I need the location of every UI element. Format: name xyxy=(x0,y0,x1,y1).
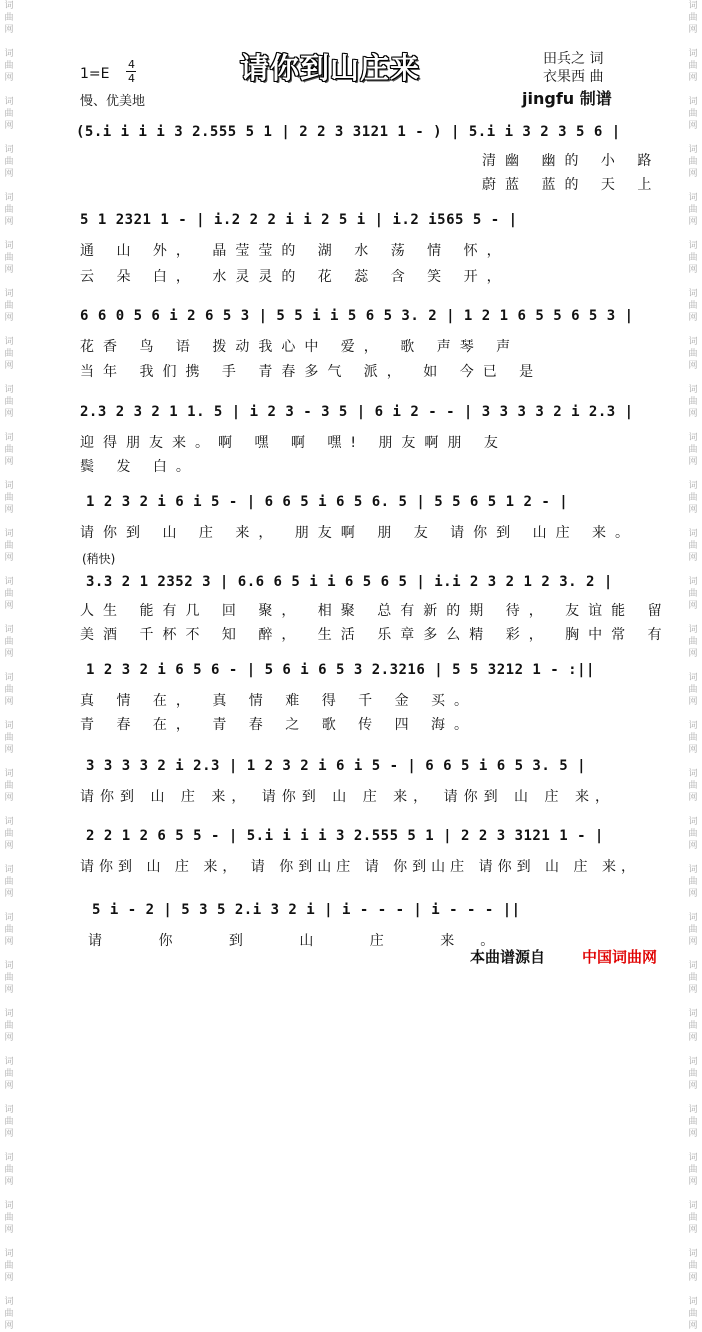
footer-source-label: 本曲谱源自 xyxy=(470,948,546,966)
lyricist-credit: 田兵之 词 xyxy=(543,51,604,67)
notation-line-6: 3.3 2 1 2352 3 | 6.6 6 5 i i 6 5 6 5 | i.i 2 3 2 1 2 3. 2 | xyxy=(86,574,613,590)
lyric-line-2b: 云 朵 白， 水灵灵的 花 蕊 含 笑 开， xyxy=(80,269,510,285)
time-signature-bottom: 4 xyxy=(128,72,135,85)
key-signature: 1=E xyxy=(80,66,110,82)
tempo-marking: 慢、优美地 xyxy=(80,94,146,109)
lyric-line-3b: 当年 我们携 手 青春多气 派， 如 今已 是 xyxy=(80,364,543,380)
lyric-line-1b: 蔚蓝 蓝的 天 上 xyxy=(482,177,661,193)
lyric-line-4a: 迎得朋友来。啊 嘿 啊 嘿! 朋友啊朋 友 xyxy=(80,435,507,451)
side-watermark-left: 词 曲 网 词 曲 网 词 曲 网 词 曲 网 词 曲 网 词 曲 网 词 曲 网 词 曲 网 词 曲 网 词 曲 网 词 曲 网 词 曲 网 词 曲 网 词 曲 网 词 曲 网 词 曲 网 词 曲 网 词 曲 网 词 曲 网 词 曲 网 词 曲 网 词 曲 网 词 曲 网 词 曲 网 词 曲 网 词 曲 网 词 曲 网 词 曲 网 xyxy=(4,1,14,1331)
lyric-line-8a: 请你到 山 庄 来， 请你到 山 庄 来， 请你到 山 庄 来， xyxy=(80,789,615,805)
notation-line-2: 5 1 2321 1 - | i.2 2 2 i i 2 5 i | i.2 i565 5 - | xyxy=(80,212,518,228)
lyric-line-9a: 请你到 山 庄 来， 请 你到山庄 请 你到山庄 请你到 山 庄 来， xyxy=(80,859,640,875)
lyric-line-7a: 真 情 在， 真 情 难 得 千 金 买。 xyxy=(80,693,478,709)
footer-site-name: 中国词曲网 xyxy=(582,948,658,966)
tempo-change-mark: (稍快) xyxy=(82,552,116,566)
arranger-credit: jingfu 制谱 xyxy=(522,89,612,108)
notation-line-1: (5.i i i i 3 2.555 5 1 | 2 2 3 3121 1 - ) | 5.i i 3 2 3 5 6 | xyxy=(76,124,621,140)
lyric-line-1a: 清幽 幽的 小 路 xyxy=(482,153,661,169)
lyric-line-6a: 人生 能有几 回 聚， 相聚 总有新的期 待， 友谊能 留 xyxy=(80,603,671,619)
lyric-line-6b: 美酒 千杯不 知 醉， 生活 乐章多么精 彩， 胸中常 有 xyxy=(80,627,671,643)
song-title: 请你到山庄来 xyxy=(240,51,421,85)
notation-line-4: 2.3 2 3 2 1 1. 5 | i 2 3 - 3 5 | 6 i 2 - - | 3 3 3 3 2 i 2.3 | xyxy=(80,404,634,420)
lyric-line-5a: 请你到 山 庄 来， 朋友啊 朋 友 请你到 山庄 来。 xyxy=(80,525,639,541)
composer-credit: 衣果西 曲 xyxy=(543,69,604,85)
notation-line-8: 3 3 3 3 2 i 2.3 | 1 2 3 2 i 6 i 5 - | 6 6 5 i 6 5 3. 5 | xyxy=(86,758,587,774)
lyric-line-7b: 青 春 在， 青 春 之 歌 传 四 海。 xyxy=(80,717,478,733)
side-watermark-right: 词 曲 网 词 曲 网 词 曲 网 词 曲 网 词 曲 网 词 曲 网 词 曲 网 词 曲 网 词 曲 网 词 曲 网 词 曲 网 词 曲 网 词 曲 网 词 曲 网 词 曲 网 词 曲 网 词 曲 网 词 曲 网 词 曲 网 词 曲 网 词 曲 网 词 曲 网 词 曲 网 词 曲 网 词 曲 网 词 曲 网 词 曲 网 词 曲 网 xyxy=(688,1,698,1331)
lyric-line-3a: 花香 鸟 语 拨动我心中 爱， 歌 声琴 声 xyxy=(80,339,520,355)
lyric-line-4b: 鬓 发 白。 xyxy=(80,459,199,475)
notation-line-9: 2 2 1 2 6 5 5 - | 5.i i i i 3 2.555 5 1 | 2 2 3 3121 1 - | xyxy=(86,828,604,844)
notation-line-3: 6 6 0 5 6 i 2 6 5 3 | 5 5 i i 5 6 5 3. 2 | 1 2 1 6 5 5 6 5 3 | xyxy=(80,308,634,324)
notation-line-5: 1 2 3 2 i 6 i 5 - | 6 6 5 i 6 5 6. 5 | 5 5 6 5 1 2 - | xyxy=(86,494,569,510)
lyric-line-2a: 通 山 外， 晶莹莹的 湖 水 荡 情 怀， xyxy=(80,243,510,259)
notation-line-7: 1 2 3 2 i 6 5 6 - | 5 6 i 6 5 3 2.3216 | 5 5 3212 1 - :|| xyxy=(86,662,595,678)
notation-line-10: 5 i - 2 | 5 3 5 2.i 3 2 i | i - - - | i - - - || xyxy=(92,902,521,918)
time-signature-top: 4 xyxy=(128,58,135,71)
lyric-line-10a: 请 你 到 山 庄 来。 xyxy=(88,933,521,949)
